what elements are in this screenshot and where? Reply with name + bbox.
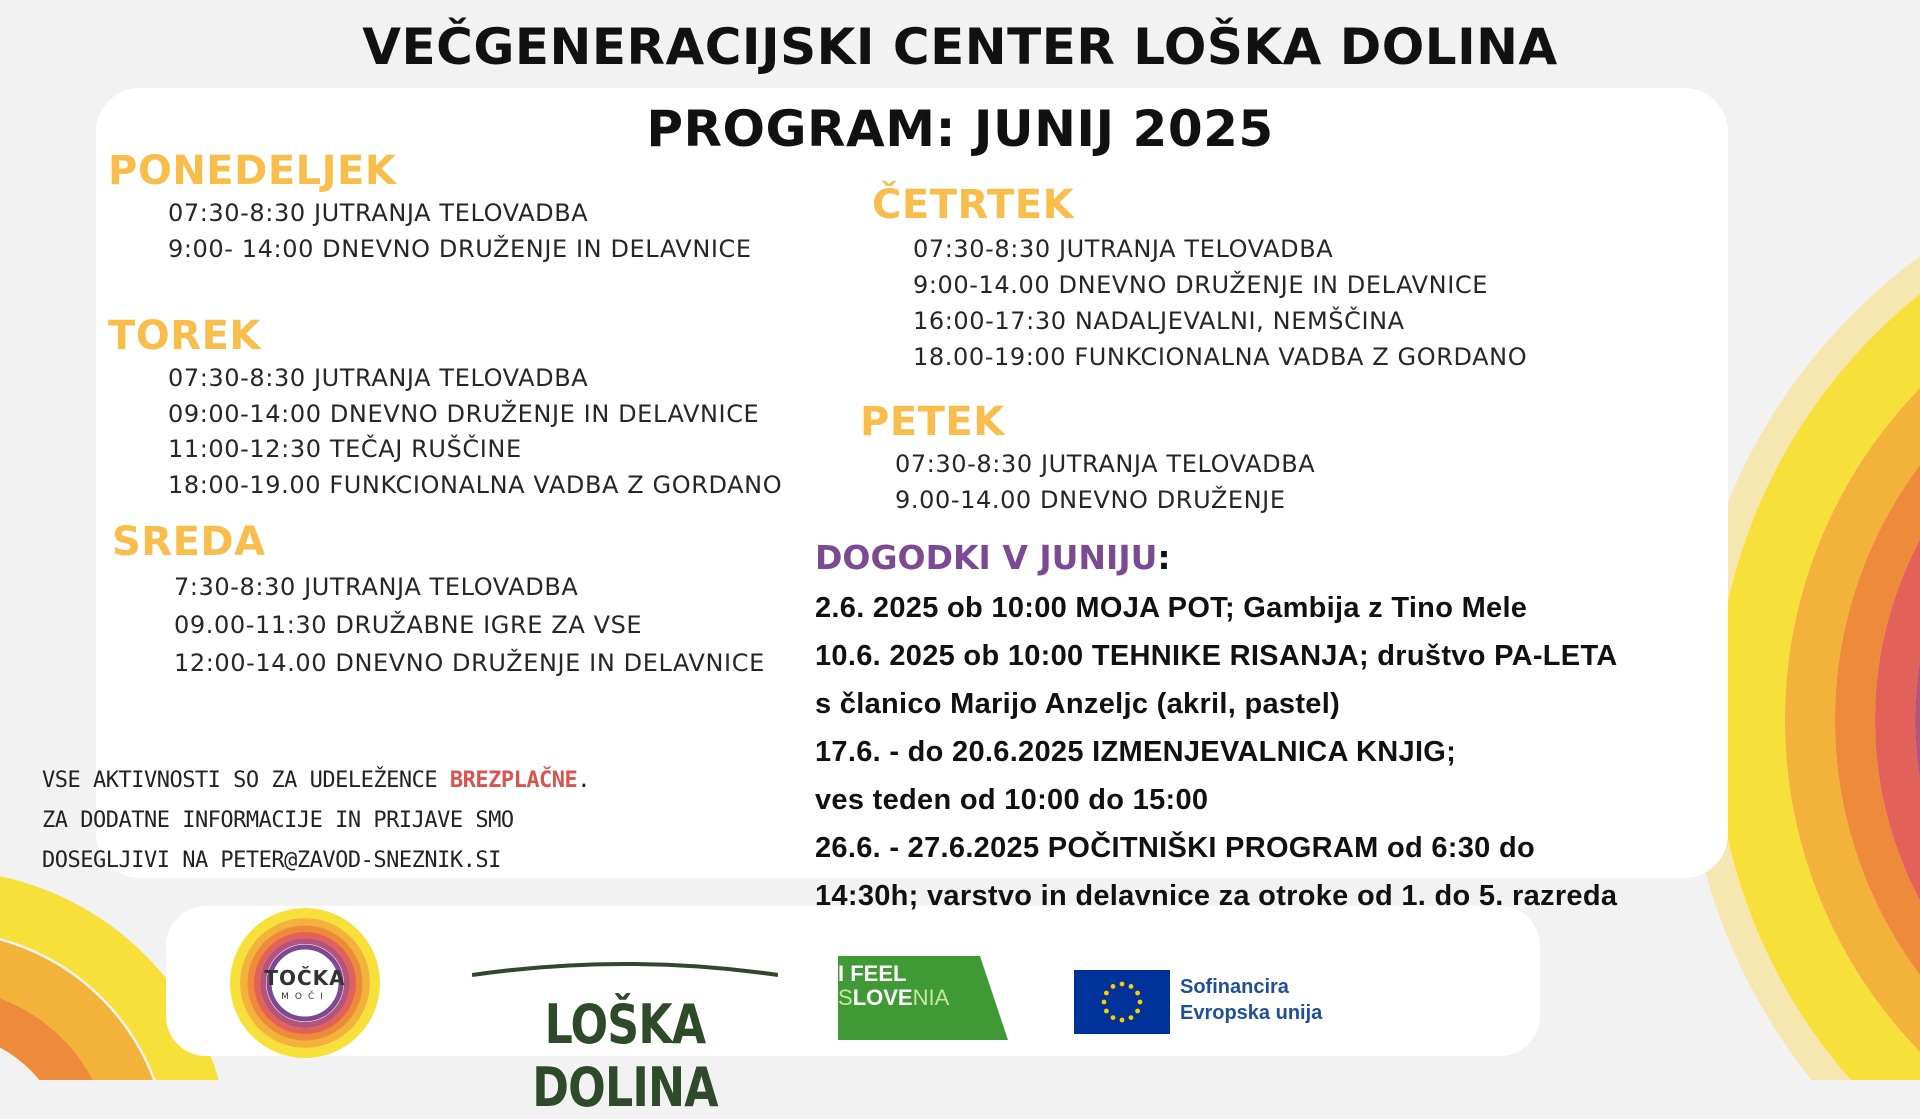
event-line: 2.6. 2025 ob 10:00 MOJA POT; Gambija z Tino Mele (815, 592, 1528, 624)
schedule-item: 11:00-12:30 TEČAJ RUŠČINE (168, 435, 522, 463)
schedule-item: 9.00-14.00 DNEVNO DRUŽENJE (895, 486, 1286, 514)
schedule-item: 07:30-8:30 JUTRANJA TELOVADBA (168, 364, 589, 392)
event-line: 17.6. - do 20.6.2025 IZMENJEVALNICA KNJIG; (815, 736, 1457, 768)
eu-stars-icon (1074, 970, 1170, 1034)
schedule-item: 09:00-14:00 DNEVNO DRUŽENJE IN DELAVNICE (168, 400, 760, 428)
schedule-item: 18.00-19:00 FUNKCIONALNA VADBA Z GORDANO (913, 343, 1528, 371)
tocka-logo-subtext: MOČI (281, 992, 329, 1002)
event-line: ves teden od 10:00 do 15:00 (815, 784, 1209, 816)
page-subtitle: PROGRAM: JUNIJ 2025 (646, 100, 1274, 158)
ifeel-line1: I FEEL (838, 961, 907, 986)
page-title: VEČGENERACIJSKI CENTER LOŠKA DOLINA (362, 18, 1558, 76)
schedule-item: 16:00-17:30 NADALJEVALNI, NEMŠČINA (913, 307, 1405, 335)
schedule-item: 18:00-19.00 FUNKCIONALNA VADBA Z GORDANO (168, 471, 783, 499)
ifeel-line2: SLOVENIA (838, 985, 950, 1010)
contact-note: DOSEGLJIVI NA PETER@ZAVOD-SNEZNIK.SI (42, 848, 501, 873)
event-line: 10.6. 2025 ob 10:00 TEHNIKE RISANJA; društvo PA-LETA (815, 640, 1618, 672)
day-heading-monday: PONEDELJEK (108, 148, 397, 194)
events-title: DOGODKI V JUNIJU: (815, 538, 1171, 577)
info-note: ZA DODATNE INFORMACIJE IN PRIJAVE SMO (42, 808, 514, 833)
schedule-item: 12:00-14.00 DNEVNO DRUŽENJE IN DELAVNICE (174, 649, 765, 677)
schedule-item: 09.00-11:30 DRUŽABNE IGRE ZA VSE (174, 611, 643, 639)
day-heading-wednesday: SREDA (112, 519, 266, 565)
loska-logo-text: LOŠKA DOLINA (532, 993, 718, 1119)
day-heading-tuesday: TOREK (108, 313, 261, 359)
schedule-item: 07:30-8:30 JUTRANJA TELOVADBA (168, 199, 589, 227)
free-highlight: BREZPLAČNE (449, 768, 578, 793)
schedule-item: 9:00-14.00 DNEVNO DRUŽENJE IN DELAVNICE (913, 271, 1488, 299)
eu-flag-icon (1074, 970, 1170, 1034)
event-line: s članico Marijo Anzeljc (akril, pastel) (815, 688, 1341, 720)
event-line: 26.6. - 27.6.2025 POČITNIŠKI PROGRAM od 6:30 do (815, 832, 1535, 864)
loska-dolina-logo (472, 955, 778, 1119)
schedule-item: 07:30-8:30 JUTRANJA TELOVADBA (895, 450, 1316, 478)
schedule-item: 9:00- 14:00 DNEVNO DRUŽENJE IN DELAVNICE (168, 235, 752, 263)
tocka-logo-text: TOČKA (264, 966, 346, 990)
schedule-item: 7:30-8:30 JUTRANJA TELOVADBA (174, 573, 579, 601)
i-feel-slovenia-logo (838, 956, 1008, 1040)
tocka-moci-logo (230, 908, 380, 1058)
free-activities-note: VSE AKTIVNOSTI SO ZA UDELEŽENCE BREZPLAČNE. (42, 768, 591, 793)
eu-cofunding-text: Sofinancira Evropska unija (1180, 976, 1323, 1024)
day-heading-friday: PETEK (860, 399, 1005, 445)
event-line: 14:30h; varstvo in delavnice za otroke od 1. do 5. razreda (815, 880, 1618, 912)
loska-arc-icon (472, 955, 778, 995)
day-heading-thursday: ČETRTEK (872, 182, 1075, 228)
schedule-item: 07:30-8:30 JUTRANJA TELOVADBA (913, 235, 1334, 263)
